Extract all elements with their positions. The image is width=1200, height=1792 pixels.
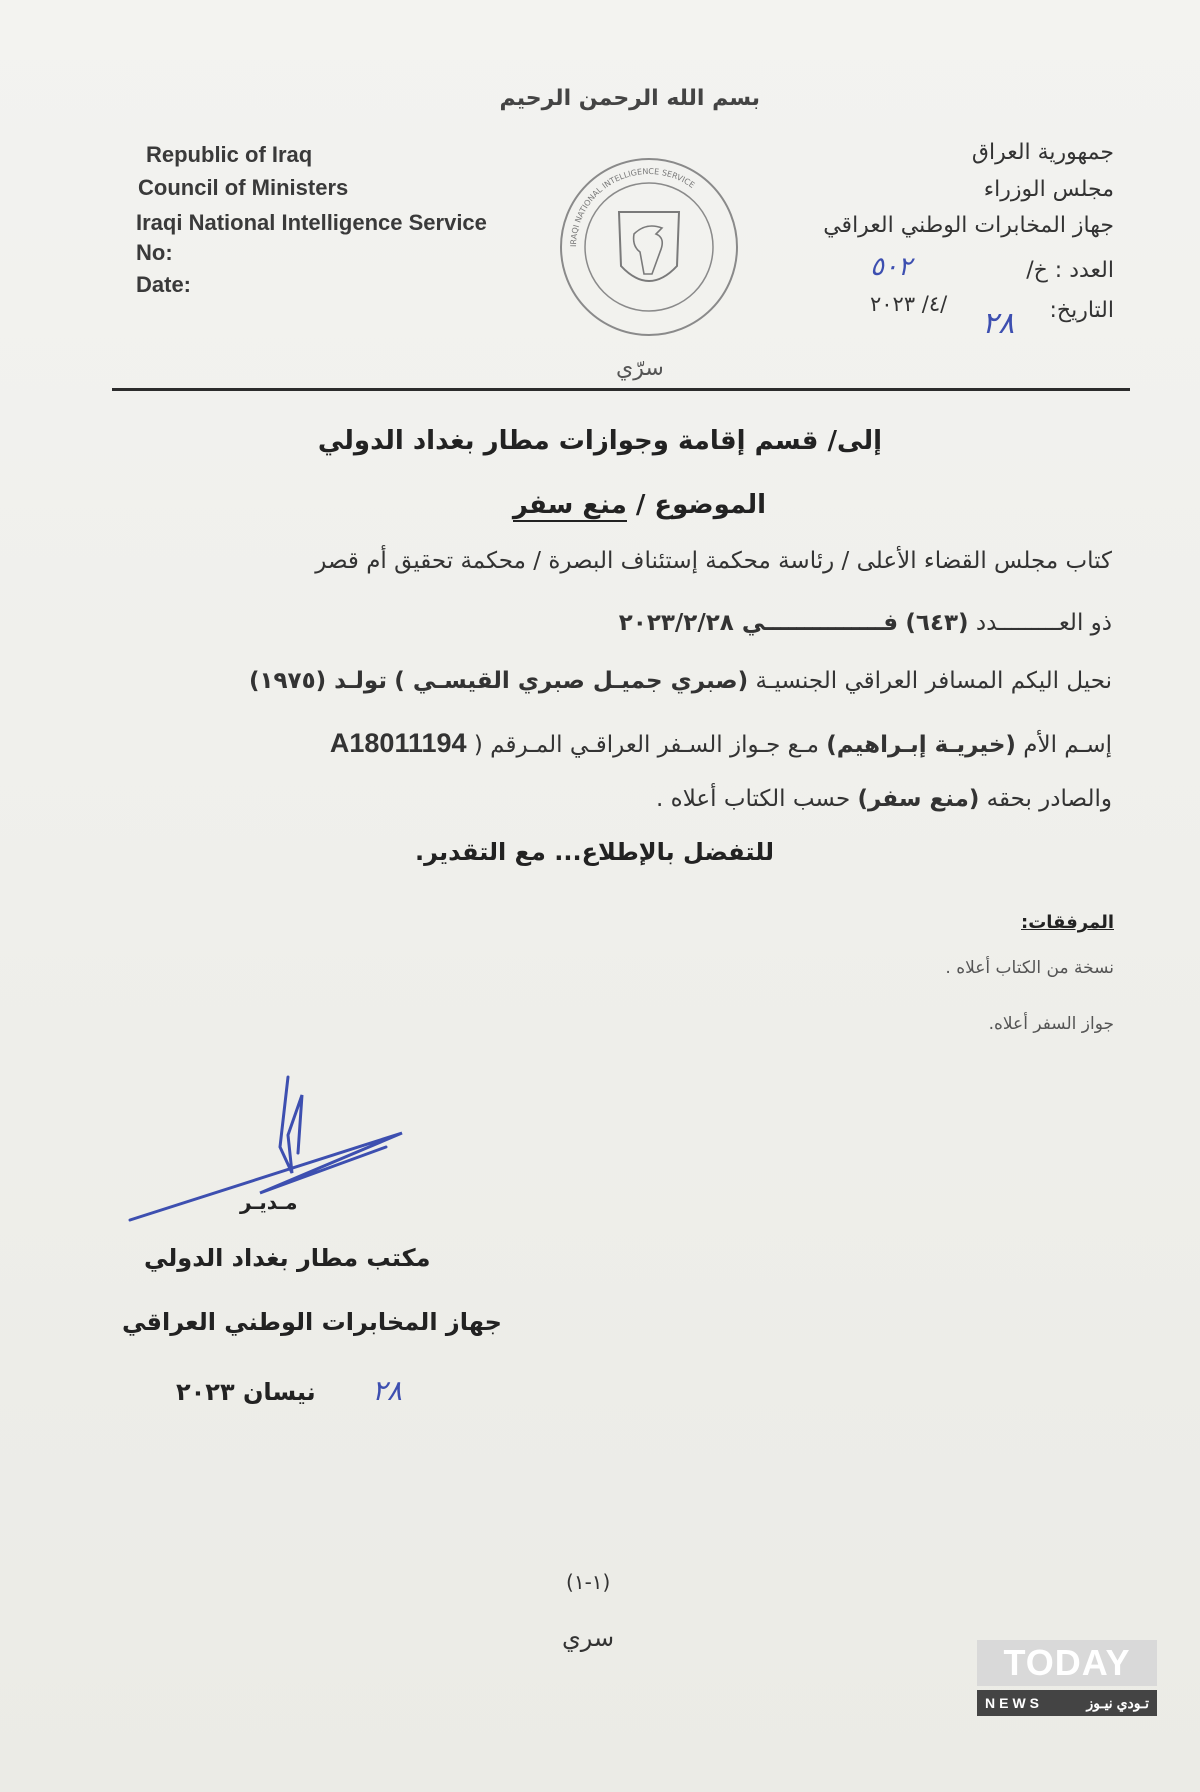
seal-ring-text: IRAQI NATIONAL INTELLIGENCE SERVICE [568,166,697,248]
header-en-date-label: Date: [136,272,192,297]
subject-line [513,490,766,520]
logo-sub-ar: تـودي نيـوز [1086,1694,1149,1711]
footer-classification: سري [562,1624,615,1652]
header-en-republic: Republic of Iraq [146,142,313,167]
attachments-label: المرفقات: [1021,912,1114,933]
body-line-2-number: (٦٤٣) [905,610,969,636]
header-en-council: Council of Ministers [138,175,349,200]
header-date-typed: /٤/ ٢٠٢٣ [870,292,948,316]
logo-sub-en: NEWS [985,1695,1043,1711]
body-line-3-suffix: تولـد (١٩٧٥) [248,668,387,694]
intelligence-seal-icon [556,154,742,340]
header-classification: سرّي [616,356,664,381]
body-line-3-prefix: نحيل اليكم المسافر العراقي الجنسيـة [755,668,1112,694]
body-line-4-mid: مـع جـواز السـفر العراقـي المـرقم ( [473,732,819,758]
subject-label: الموضوع / [635,490,766,520]
header-en-number-label: No: [136,240,173,265]
header-ar-number-label: العدد : خ/ [1026,258,1114,283]
body-line-1: كتاب مجلس القضاء الأعلى / رئاسة محكمة إستئناف البصرة / محكمة تحقيق أم قصر [315,548,1112,574]
basmala: بسم الله الرحمن الرحيم [499,86,760,111]
body-line-5-suffix: حسب الكتاب أعلاه . [656,786,851,812]
today-news-logo [977,1640,1157,1686]
body-line-5-bold: (منع سفر) [857,786,980,812]
body-line-2 [619,610,1112,636]
header-en-agency: Iraqi National Intelligence Service [136,210,487,235]
addressee: إلى/ قسم إقامة وجوازات مطار بغداد الدولي [317,426,882,456]
signature-date: نيسان ٢٠٢٣ [176,1378,316,1406]
closing-line: للتفضل بالإطلاع... مع التقدير. [415,838,774,866]
body-line-2-prefix: ذو العـــــــــدد [975,610,1112,636]
traveler-name: (صبري جميـل صبري القيسـي ) [394,668,749,694]
today-news-sub-bar [977,1690,1157,1716]
body-line-5 [656,786,1112,812]
header-number-handwritten: ٥٠٢ [870,252,912,282]
signature-date-handwritten: ٢٨ [372,1374,403,1407]
body-line-3 [249,668,1112,694]
header-divider [112,388,1130,391]
header-ar-council: مجلس الوزراء [983,177,1114,202]
signer-office: مكتب مطار بغداد الدولي [144,1244,431,1272]
passport-number: A18011194 [329,728,467,758]
attachment-item: نسخة من الكتاب أعلاه . [945,958,1114,978]
body-line-4-prefix: إسـم الأم [1023,732,1112,758]
attachment-item: جواز السفر أعلاه. [988,1014,1114,1034]
header-ar-republic: جمهورية العراق [971,140,1114,165]
body-line-2-suffix: فـــــــــــــــي ٢٠٢٣/٢/٢٨ [618,610,899,636]
signer-agency: جهاز المخابرات الوطني العراقي [122,1308,502,1336]
page-number: (١-١) [566,1570,611,1594]
body-line-4 [330,728,1112,759]
subject-value: منع سفر [512,490,627,520]
mother-name: (خيريـة إبـراهيم) [826,732,1016,758]
body-line-5-prefix: والصادر بحقه [986,786,1112,812]
header-ar-agency: جهاز المخابرات الوطني العراقي [823,213,1114,238]
signer-title: مـديـر [240,1190,298,1214]
logo-brand-text: TODAY [1003,1642,1131,1683]
header-date-handwritten: ٢٨ [982,306,1015,341]
header-ar-date-label: التاريخ: [1049,298,1114,323]
